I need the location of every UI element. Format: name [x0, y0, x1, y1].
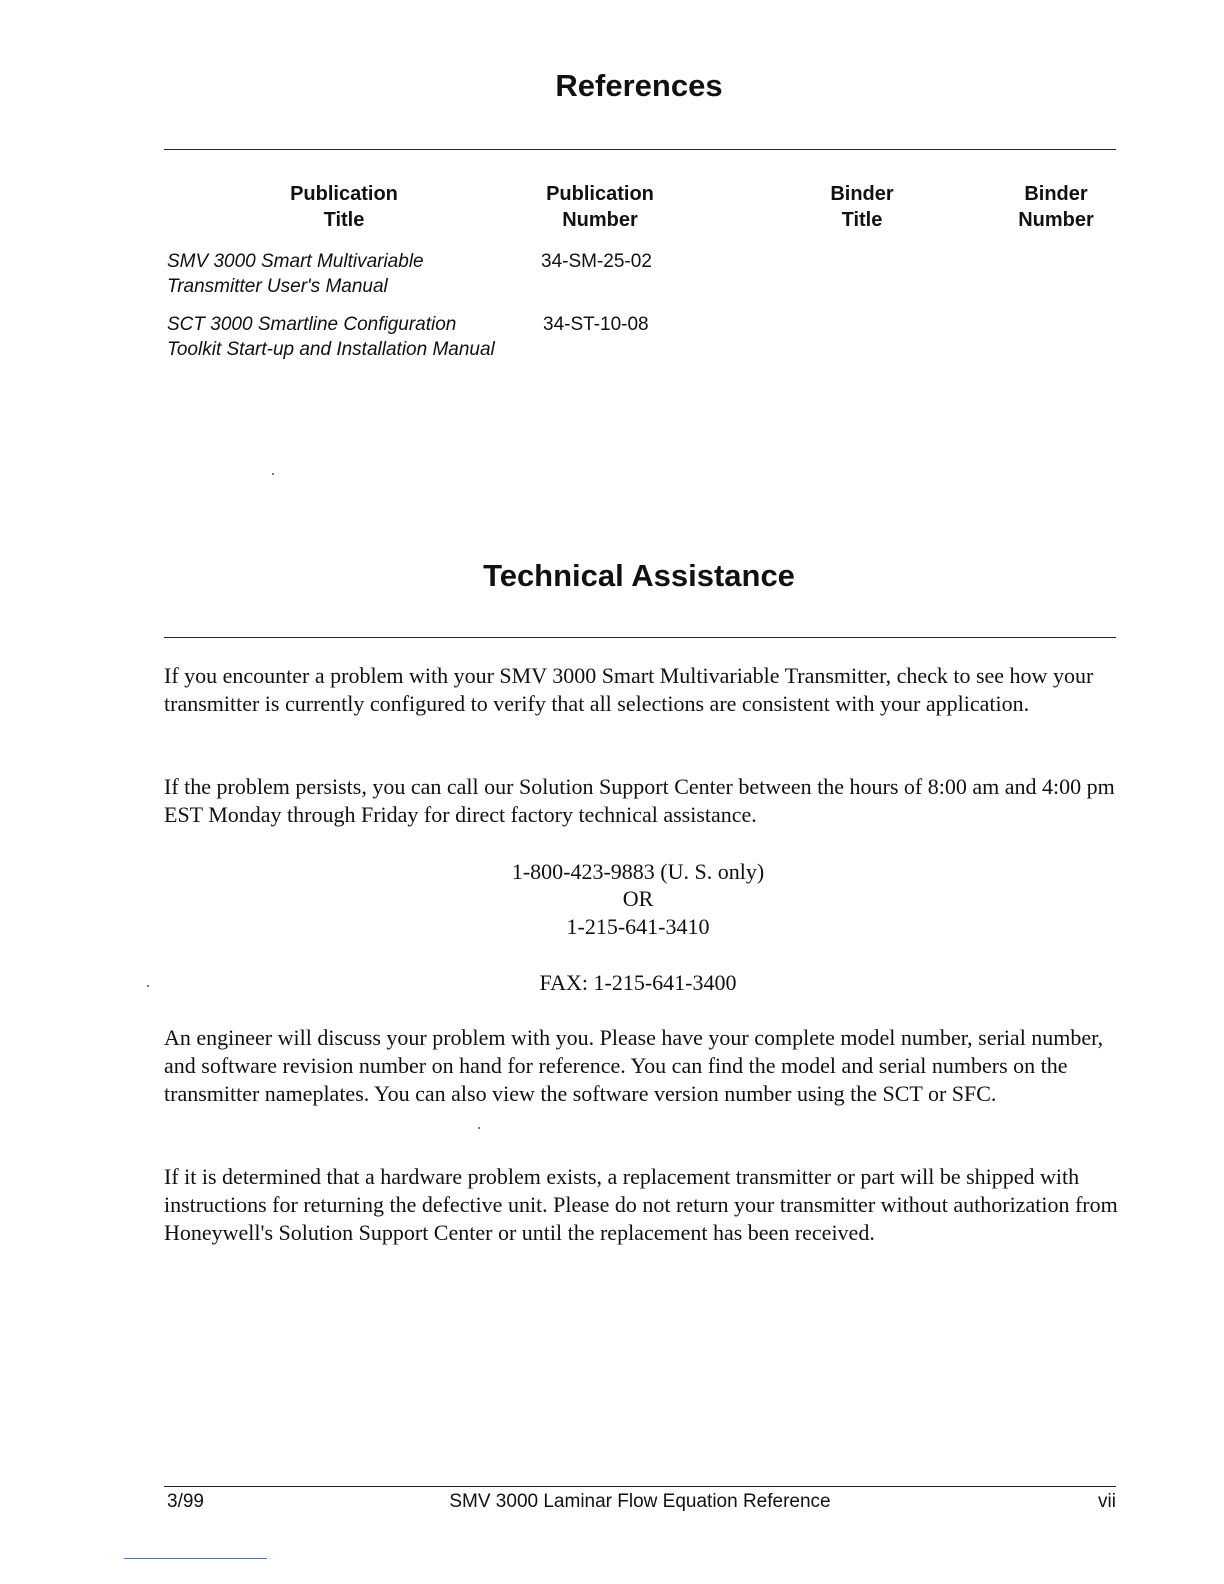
- paragraph-engineer-discussion: An engineer will discuss your problem with you. Please have your complete model number, serial number, and software revision number on hand for reference. You can find the model and serial numbers on the transmitter nameplates. You can also view the software version number using the SCT or SFC.: [164, 1025, 1104, 1106]
- phone-us: 1-800-423-9883 (U. S. only): [511, 859, 765, 884]
- phone-international: 1-215-641-3410: [566, 914, 710, 939]
- ref-row-1-number: 34-SM-25-02: [541, 251, 652, 272]
- col-binder-number: Binder Number: [1018, 183, 1094, 231]
- paragraph-check-configuration: If you encounter a problem with your SMV 3000 Smart Multivariable Transmitter, check to see how your transmitter is currently configured to verify that all selections are consistent with your application.: [164, 663, 1094, 716]
- references-rule: [164, 149, 1116, 150]
- ref-row-2-number: 34-ST-10-08: [543, 314, 649, 335]
- col-binder-title: Binder Title: [830, 183, 894, 231]
- technical-assistance-heading: Technical Assistance: [483, 558, 795, 593]
- fax-number: FAX: 1-215-641-3400: [539, 970, 737, 995]
- col-publication-number: Publication Number: [546, 183, 654, 231]
- phone-or: OR: [622, 886, 654, 911]
- technical-assistance-rule: [164, 637, 1116, 638]
- paragraph-call-support: If the problem persists, you can call our Solution Support Center between the hours of 8:00 am and 4:00 pm EST Monday through Friday for direct factory technical assistance.: [164, 774, 1115, 827]
- footer-rule: [164, 1486, 1116, 1487]
- margin-underline: [124, 1558, 267, 1559]
- col-publication-title: Publication Title: [290, 183, 398, 231]
- ref-row-1-title: SMV 3000 Smart Multivariable Transmitter User's Manual: [167, 251, 424, 297]
- scan-speck: [147, 985, 149, 987]
- paragraph-hardware-replacement: If it is determined that a hardware problem exists, a replacement transmitter or part will be shipped with instructions for returning the defective unit. Please do not return your transmitter without authorization from Honeywell's Solution Support Center or until the replacement has been received.: [164, 1164, 1118, 1245]
- footer-date: 3/99: [167, 1491, 204, 1512]
- footer-page-number: vii: [1098, 1491, 1116, 1512]
- footer-document-title: SMV 3000 Laminar Flow Equation Reference: [449, 1491, 831, 1512]
- scan-speck: [478, 1127, 480, 1129]
- scan-speck: [272, 473, 274, 475]
- ref-row-2-title: SCT 3000 Smartline Configuration Toolkit Start-up and Installation Manual: [167, 314, 495, 360]
- references-heading: References: [555, 68, 723, 103]
